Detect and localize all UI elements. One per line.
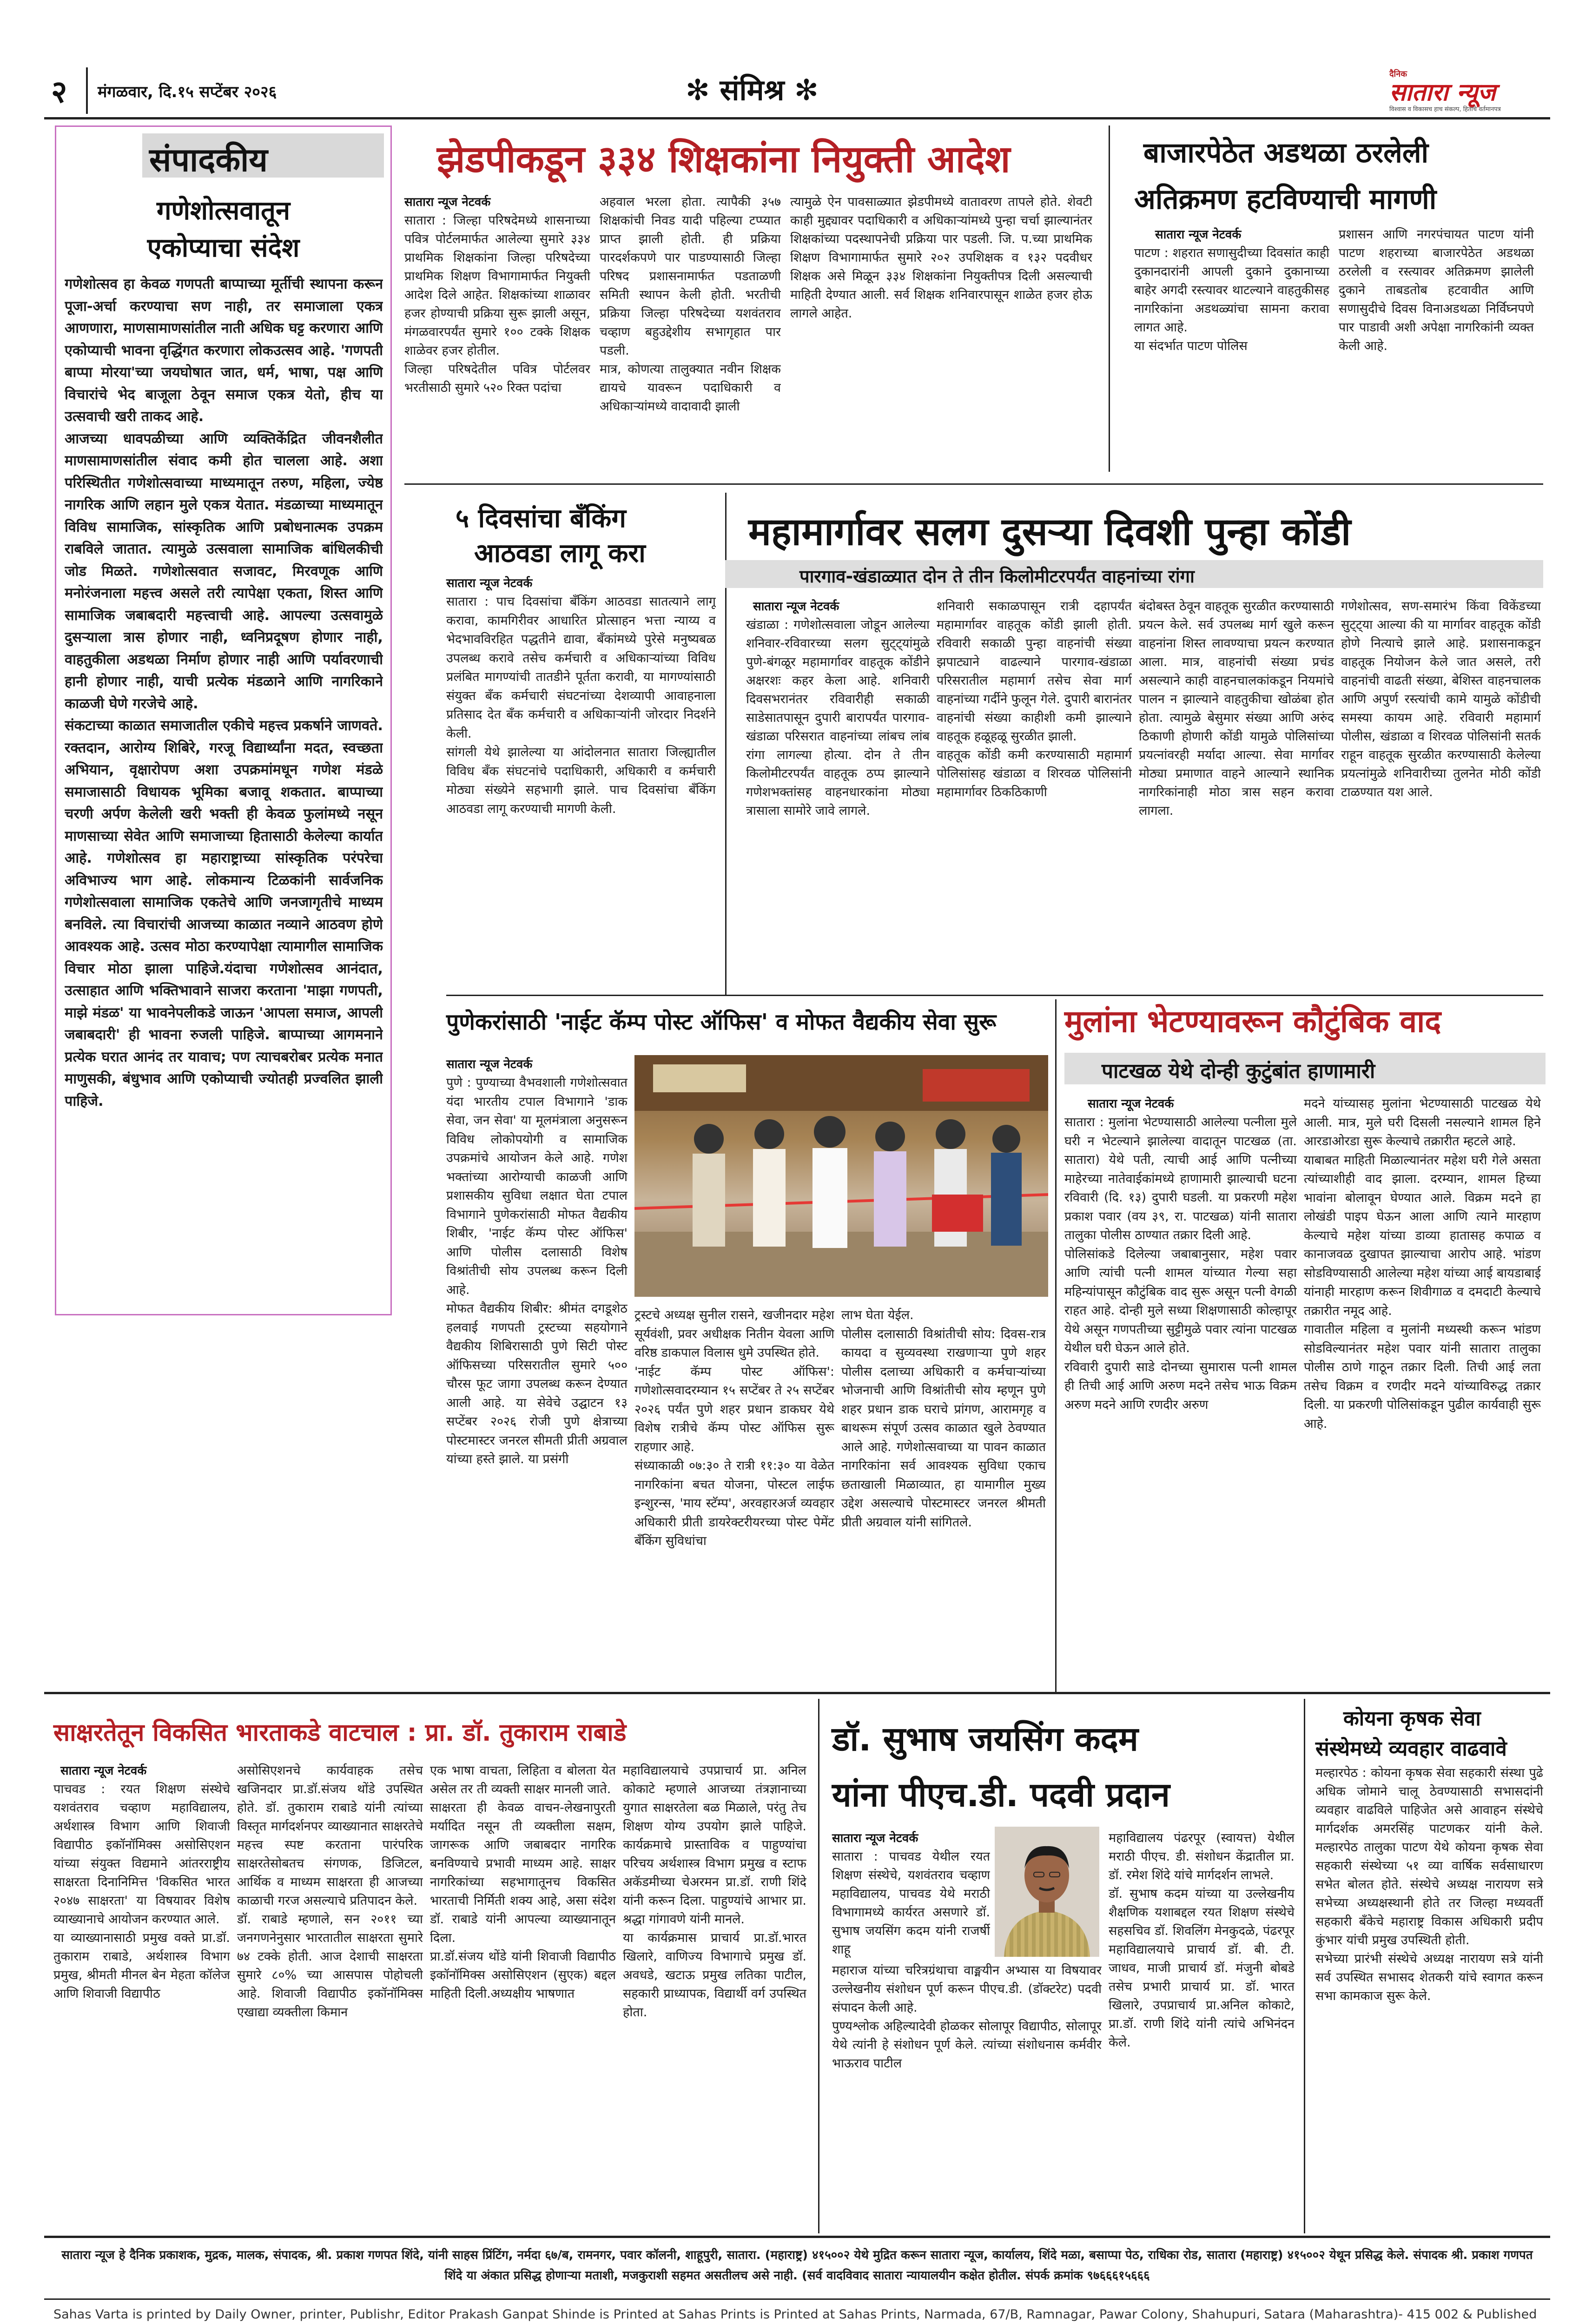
date-line: मंगळवार, दि.१५ सप्टेंबर २०२६ bbox=[98, 83, 277, 101]
divider-h1 bbox=[404, 483, 1543, 485]
story2-col1: पाटण : शहरात सणासुदीच्या दिवसांत काही दुकानदारांनी आपली दुकाने दुकानाच्या बाहेर अगदी रस्त्यावर थाटल्याने वाहतुकीसह नागरिकांना अडथळ्यांचा सामना करावा लागत आहे. या संदर्भात पाटण पोलिस bbox=[1134, 246, 1329, 353]
story8-col2: महाविद्यालय पंढरपूर (स्वायत्त) येथील मराठी पीएच. डी. संशोधन केंद्रातील प्रा. डॉ. रमेश शिंदे यांचे मार्गदर्शन लाभले. डॉ. सुभाष कदम यांच्या या उल्लेखनीय शैक्षणिक यशाबद्दल रयत शिक्षण संस्थेचे सहसचिव डॉ. शिवलिंग मेनकुदळे, पंढरपूर महाविद्यालयाचे प्राचार्य डॉ. बी. टी. जाधव, माजी प्राचार्य डॉ. मंजुनी बोबडे तसेच प्रभारी प्राचार्य प्रा. डॉ. भारत खिलारे, उपप्राचार्य प्रा.अनिल कोकाटे, प्रा.डॉ. राणी शिंदे यांनी त्यांचे अभिनंदन केले. bbox=[1109, 1831, 1295, 2050]
story3-byline: सातारा न्यूज नेटवर्क bbox=[446, 576, 533, 590]
page-number: २ bbox=[51, 73, 67, 110]
story2-col2: प्रशासन आणि नगरपंचायत पाटण यांनी पाटण शहराच्या बाजारपेठेत अडथळा ठरलेली व रस्त्यावर अतिक्रमण झालेली दुकाने ताबडतोब हटवावीत आणि सणासुदीचे दिवस विनाअडथळा निर्विघ्नपणे पार पाडावी अशी अपेक्षा नागरिकांनी व्यक्त केली आहे. bbox=[1339, 227, 1534, 353]
story6-subhead: पाटखळ येथे दोन्ही कुटुंबांत हाणामारी bbox=[1102, 1059, 1375, 1083]
story8-col1b: महाराज यांच्या चरित्रग्रंथाचा वाङ्मयीन अभ्यास या विषयावर उल्लेखनीय संशोधन पूर्ण करून पीएच.डी. (डॉक्टरेट) पदवी संपादन केली आहे. पुण्यश्लोक अहिल्यादेवी होळकर सोलापूर विद्यापीठ, सोलापूर येथे त्यांनी हे संशोधन पूर्ण केले. त्यांच्या संशोधनास कर्मवीर भाऊराव पाटील bbox=[832, 1963, 1102, 2071]
story2-byline: सातारा न्यूज नेटवर्क bbox=[1155, 228, 1242, 242]
story5-col3: लाभ घेता येईल. पोलीस दलासाठी विश्रांतीची सोय: दिवस-रात्र कायदा व सुव्यवस्था राखणाऱ्या पुणे शहर पोलीस दलाच्या अधिकारी व कर्मचाऱ्यांच्या भोजनाची आणि विश्रांतीची सोय म्हणून पुणे शहर प्रधान डाक घराचे प्रांगण, आरामगृह व बाथरूम संपूर्ण उत्सव काळात खुले ठेवण्यात आले आहे. गणेशोत्सवाच्या या पावन काळात नागरिकांना सर्व आवश्यक सुविधा एकाच छताखाली मिळाव्यात, हा यामागील मुख्य उद्देश असल्याचे पोस्टमास्टर जनरल श्रीमती प्रीती अग्रवाल यांनी सांगितले. bbox=[841, 1308, 1046, 1530]
section-title: ✻ संमिश्र ✻ bbox=[686, 73, 819, 107]
story6-byline: सातारा न्यूज नेटवर्क bbox=[1088, 1097, 1174, 1111]
divider-h3 bbox=[44, 1692, 1550, 1694]
story8-headline-2: यांना पीएच.डी. पदवी प्रदान bbox=[832, 1775, 1170, 1814]
masthead bbox=[44, 67, 1550, 116]
story3-headline-2: आठवडा लागू करा bbox=[474, 538, 646, 568]
portrait-photo bbox=[995, 1827, 1099, 1957]
story6-col1: सातारा : मुलांना भेटण्यासाठी आलेल्या पत्नीला मुले घरी न भेटल्याने झालेल्या वादातून पाटखळ (ता. सातारा) येथे पती, त्याची आई आणि पत्नीच्या माहेरच्या नातेवाईकांमध्ये हाणामारी झाल्याची घटना रविवारी (दि. १३) दुपारी घडली. या प्रकरणी महेश प्रकाश पवार (वय ३९, रा. पाटखळ) यांनी सातारा तालुका पोलीस ठाण्यात तक्रार दिली आहे. पोलिसांकडे दिलेल्या जबाबानुसार, महेश पवार आणि त्यांची पत्नी शामल यांच्यात गेल्या सहा महिन्यांपासून कौटुंबिक वाद सुरू असून पत्नी वेगळी राहत आहे. दोन्ही मुले सध्या शिक्षणासाठी कोल्हापूर येथे असून गणपतीच्या सुट्टीमुळे पवार त्यांना पाटखळ येथील घरी घेऊन आले होते. रविवारी दुपारी साडे दोनच्या सुमारास पत्नी शामल ही तिची आई आणि अरुण मदने तसेच भाऊ विक्रम अरुण मदने आणि रणदीर अरुण bbox=[1064, 1115, 1297, 1412]
story4-subhead: पारगाव-खंडाळ्यात दोन ते तीन किलोमीटरपर्यंत वाहनांच्या रांगा bbox=[799, 566, 1195, 587]
story7-col3: एक भाषा वाचता, लिहिता व बोलता येत असेल तर ती व्यक्ती साक्षर मानली जाते. साक्षरता ही केवळ वाचन-लेखनापुरती मर्यादित नसून ती व्यक्तीला सक्षम, जागरूक आणि जबाबदार नागरिक बनविण्याचे प्रभावी माध्यम आहे. साक्षर नागरिकांच्या सहभागातूनच विकसित भारताची निर्मिती शक्य आहे, असा संदेश डॉ. राबाडे यांनी आपल्या व्याख्यानातून दिला. प्रा.डॉ.संजय थोंडे यांनी शिवाजी विद्यापीठ इकॉनॉमिक्स असोसिएशन (सुएक) बद्दल माहिती दिली.अध्यक्षीय भाषणात bbox=[430, 1763, 616, 2001]
divider-h2 bbox=[446, 995, 1543, 996]
story8-headline-1: डॉ. सुभाष जयसिंग कदम bbox=[832, 1719, 1138, 1758]
story1-col1: सातारा : जिल्हा परिषदेमध्ये शासनाच्या पवित्र पोर्टलमार्फत आलेल्या सुमारे ३३४ प्राथमिक शिक्षकांना जिल्हा परिषदेच्या प्राथमिक शिक्षण विभागामार्फत नियुक्ती आदेश दिले आहेत. शिक्षकांच्या शाळावर हजर होण्याची प्रक्रिया सुरू झाली असून, मंगळवारपर्यंत सुमारे १०० टक्के शिक्षक शाळेवर हजर होतील. जिल्हा परिषदेतील पवित्र पोर्टलवर भरतीसाठी सुमारे ५२० रिक्त पदांचा bbox=[404, 213, 590, 395]
story5-headline: पुणेकरांसाठी 'नाईट कॅम्प पोस्ट ऑफिस' व मोफत वैद्यकीय सेवा सुरू bbox=[446, 1009, 997, 1035]
story7-col2: असोसिएशनचे कार्यवाहक तसेच खजिनदार प्रा.डॉ.संजय थोंडे उपस्थित होते. डॉ. तुकाराम राबाडे यांनी त्यांच्या विस्तृत मार्गदर्शनपर व्याख्यानात साक्षरतेचे महत्त्व स्पष्ट करताना पारंपरिक साक्षरतेसोबतच संगणक, डिजिटल, आर्थिक व माध्यम साक्षरता ही आजच्या काळाची गरज असल्याचे प्रतिपादन केले. डॉ. राबाडे म्हणाले, सन २०११ च्या जनगणनेनुसार भारतातील साक्षरता सुमारे ७४ टक्के होती. आज देशाची साक्षरता सुमारे ८०% च्या आसपास पोहोचली आहे. शिवाजी विद्यापीठ इकॉनॉमिक्स एखाद्या व्यक्तीला किमान bbox=[237, 1763, 423, 2020]
editorial-body: गणेशोत्सव हा केवळ गणपती बाप्पाच्या मूर्तीची स्थापना करून पूजा-अर्चा करण्याचा सण नाही, तर समाजाला एकत्र आणणारा, माणसामाणसांतील नाती अधिक घट्ट करणारा आणि एकोप्याची भावना वृद्धिंगत करणारा लोकउत्सव आहे. 'गणपती बाप्पा मोरया'च्या जयघोषात जात, धर्म, भाषा, पक्ष आणि विचारांचे भेद बाजूला ठेवून समाज एकत्र येतो, हीच या उत्सवाची खरी ताकद आहे. आजच्या धावपळीच्या आणि व्यक्तिकेंद्रित जीवनशैलीत माणसामाणसांतील संवाद कमी होत चालला आहे. अशा परिस्थितीत गणेशोत्सवाच्या माध्यमातून तरुण, महिला, ज्येष्ठ नागरिक आणि लहान मुले एकत्र येतात. मंडळाच्या माध्यमातून विविध सामाजिक, सांस्कृतिक आणि प्रबोधनात्मक उपक्रम राबविले जातात. त्यामुळे उत्सवाला सामाजिक बांधिलकीची जोड मिळते. गणेशोत्सवात सजावट, मिरवणूक आणि मनोरंजनाला महत्त्व असले तरी त्यापेक्षा एकता, शिस्त आणि सामाजिक जबाबदारी महत्त्वाची आहे. आपल्या उत्सवामुळे दुसऱ्याला त्रास होणार नाही, ध्वनिप्रदूषण होणार नाही, वाहतुकीला अडथळा निर्माण होणार नाही आणि पर्यावरणाची हानी होणार नाही, याची प्रत्येक मंडळाने आणि नागरिकाने काळजी घेणे गरजेचे आहे. संकटाच्या काळात समाजातील एकीचे महत्त्व प्रकर्षाने जाणवते. रक्तदान, आरोग्य शिबिरे, गरजू विद्यार्थ्यांना मदत, स्वच्छता अभियान, वृक्षारोपण अशा उपक्रमांमधून गणेश मंडळे समाजासाठी विधायक भूमिका बजावू शकतात. बाप्पाच्या चरणी अर्पण केलेली खरी भक्ती ही केवळ फुलांमध्ये नसून माणसाच्या सेवेत आणि समाजाच्या हितासाठी केलेल्या कार्यात आहे. गणेशोत्सव हा महाराष्ट्राच्या सांस्कृतिक परंपरेचा अविभाज्य भाग आहे. लोकमान्य टिळकांनी सार्वजनिक गणेशोत्सवाला सामाजिक एकतेचे आणि जनजागृतीचे माध्यम बनविले. त्या विचारांची आजच्या काळात नव्याने आठवण होणे आवश्यक आहे. उत्सव मोठा करण्यापेक्षा त्यामागील सामाजिक विचार मोठा झाला पाहिजे.यंदाचा गणेशोत्सव आनंदात, उत्साहात आणि भक्तिभावाने साजरा करताना 'माझा गणपती, माझे मंडळ' या भावनेपलीकडे जाऊन 'आपला समाज, आपली जबाबदारी' ही भावना रुजली पाहिजे. बाप्पाच्या आगमनाने प्रत्येक घरात आनंद तर यावाच; पण त्याचबरोबर प्रत्येक मनात माणुसकी, बंधुभाव आणि एकोप्याची ज्योतही प्रज्वलित झाली पाहिजे. bbox=[65, 276, 383, 1109]
story8-col1a: सातारा : पाचवड येथील रयत शिक्षण संस्थेचे, यशवंतराव चव्हाण महाविद्यालय, पाचवड येथे मराठी विभागामध्ये कार्यरत असणारे डॉ. सुभाष जयसिंग कदम यांनी राजर्षी शाहू bbox=[832, 1849, 990, 1957]
story9-headline-2: संस्थेमध्ये व्यवहार वाढवावे bbox=[1315, 1737, 1507, 1761]
post-office-photo bbox=[634, 1055, 1048, 1297]
photo-illustration bbox=[634, 1055, 1048, 1297]
divider-h4 bbox=[44, 2236, 1550, 2238]
story4-col4: गणेशोत्सव, सण-समारंभ किंवा विकेंडच्या सुट्ट्या आल्या की या मार्गावर वाहतूक कोंडी होणे नित्याचे झाले आहे. प्रशासनाकडून वाहतूक नियोजन केले जात असले, तरी वाहनांची वाढती संख्या, बेशिस्त वाहनचालक आणि अपुर्ण रस्त्यांची कामे यामुळे कोंडीची समस्या कायम आहे. रविवारी महामार्ग पोलीस, खंडाळा व शिरवळ पोलिसांनी सतर्क राहून वाहतूक सुरळीत करण्यासाठी केलेल्या प्रयत्नांमुळे शनिवारीच्या तुलनेत मोठी कोंडी टाळण्यात यश आले. bbox=[1341, 599, 1541, 799]
paper-small: दैनिक bbox=[1389, 69, 1407, 79]
story9-body: मल्हारपेठ : कोयना कृषक सेवा सहकारी संस्था पुढे अधिक जोमाने चालू ठेवण्यासाठी सभासदांनी व्यवहार वाढविले पाहिजेत असे आवाहन संस्थेचे मार्गदर्शक अमरसिंह पाटणकर यांनी केले. मल्हारपेठ तालुका पाटण येथे कोयना कृषक सेवा सहकारी संस्थेच्या ५१ व्या वार्षिक सर्वसाधारण सभेत बोलत होते. संस्थेचे अध्यक्ष नारायण सत्रे सभेच्या अध्यक्षस्थानी होते तर जिल्हा मध्यवर्ती सहकारी बँकेचे महाराष्ट्र विकास अधिकारी प्रदीप कुंभार यांची प्रमुख उपस्थिती होती. सभेच्या प्रारंभी संस्थेचे अध्यक्ष नारायण सत्रे यांनी सर्व उपस्थित सभासद शेतकरी यांचे स्वागत करून सभा कामकाज सुरू केले. bbox=[1315, 1766, 1543, 2003]
story6-col2: मदने यांच्यासह मुलांना भेटण्यासाठी पाटखळ येथे आली. मात्र, मुले घरी दिसली नसल्याने शामल हिने आरडाओरडा सुरू केल्याचे तक्रारीत म्हटले आहे. याबाबत माहिती मिळाल्यानंतर महेश घरी गेले असता त्यांच्याशीही वाद झाला. दरम्यान, शामल हिच्या भावांना बोलावून घेण्यात आले. विक्रम मदने हा लोखंडी पाइप घेऊन आला आणि त्याने मारहाण केल्याचे महेश यांच्या डाव्या हातासह कपाळ व कानाजवळ दुखापत झाल्याचा आरोप आहे. भांडण सोडविण्यासाठी आलेल्या महेश यांच्या आई बायडाबाई यांनाही मारहाण करून शिवीगाळ व दमदाटी केल्याचे तक्रारीत नमूद आहे. गावातील महिला व मुलांनी मध्यस्थी करून भांडण सोडविल्यानंतर महेश पवार यांनी सातारा तालुका पोलीस ठाणे गाठून तक्रार दिली. तिची आई लता तसेच विक्रम व रणदीर मदने यांच्याविरुद्ध तक्रार दिली. या प्रकरणी पोलिसांकडून पुढील कार्यवाही सुरू आहे. bbox=[1304, 1096, 1541, 1431]
story1-col2: अहवाल भरला होता. त्यापैकी ३५७ शिक्षकांची निवड यादी पहिल्या टप्प्यात प्राप्त झाली होती. ही प्रक्रिया पारदर्शकपणे पार पाडण्यासाठी जिल्हा परिषद प्रशासनामार्फत पडताळणी समिती स्थापन केली होती. भरतीची प्रक्रिया जिल्हा परिषदेच्या यशवंतराव चव्हाण बहुउद्देशीय सभागृहात पार पडली. मात्र, कोणत्या तालुक्यात नवीन शिक्षक द्यायचे यावरून पदाधिकारी व अधिकाऱ्यांमध्ये वादावादी झाली bbox=[600, 195, 781, 414]
story4-col3: बंदोबस्त ठेवून वाहतूक सुरळीत करण्यासाठी प्रयत्न केले. सर्व उपलब्ध मार्ग खुले करून वाहनांना शिस्त लावण्याचा प्रयत्न करण्यात आला. मात्र, वाहनांची संख्या प्रचंड असल्याने काही वाहनचालकांकडून नियमांचे पालन न झाल्याने वाहतुकीचा खोळंबा होत होता. त्यामुळे बेसुमार संख्या आणि अरुंद ठिकाणी होणारी कोंडी यामुळे पोलिसांच्या प्रयत्नांवरही मर्यादा आल्या. सेवा मार्गावर मोठ्या प्रमाणात वाहने आल्याने स्थानिक नागरिकांनाही मोठा त्रास सहन करावा लागला. bbox=[1139, 599, 1334, 818]
editorial-title-1: गणेशोत्सवातून bbox=[156, 196, 291, 226]
story6-headline: मुलांना भेटण्यावरून कौटुंबिक वाद bbox=[1064, 1004, 1441, 1039]
footer-marathi: सातारा न्यूज हे दैनिक प्रकाशक, मुद्रक, मालक, संपादक, श्री. प्रकाश गणपत शिंदे, यांनी साहस प्रिंटिंग, नर्मदा ६७/ब, रामनगर, पवार कॉलनी, शाहूपुरी, सातारा. (महाराष्ट्र) ४१५००२ येथे मुद्रित करून सातारा न्यूज, कार्यालय, शिंदे मळा, बसाप्पा पेठ, राधिका रोड, सातारा (महाराष्ट्र) ४१५००२ येथून प्रसिद्ध केले. संपादक श्री. प्रकाश गणपत शिंदे या अंकात प्रसिद्ध होणाऱ्या मताशी, मजकुराशी सहमत असतीलच असे नाही. (सर्व वादविवाद सातारा न्यायालयीन कक्षेत होतील. संपर्क क्रमांक ९७६६६१५६६६ bbox=[61, 2248, 1533, 2283]
story4-col2: शनिवारी सकाळपासून रात्री दहापर्यंत महामार्गावर वाहतूक कोंडी झाली होती. रविवारी सकाळी पुन्हा वाहनांची संख्या झपाट्याने वाढल्याने पारगाव-खंडाळा परिसरातील महामार्ग तसेच सेवा मार्ग वाहनांच्या गर्दीने फुलून गेले. दुपारी बारानंतर वाहनांची संख्या काहीशी कमी झाल्याने वाहतूक हळूहळू सुरळीत झाली. वाहतूक कोंडी कमी करण्यासाठी महामार्ग पोलिसांसह खंडाळा व शिरवळ पोलिसांनी महामार्गावर ठिकठिकाणी bbox=[937, 599, 1132, 799]
divider-v5 bbox=[1304, 1699, 1305, 2233]
story7-byline: सातारा न्यूज नेटवर्क bbox=[60, 1764, 147, 1778]
paper-name: सातारा न्यूज bbox=[1389, 79, 1496, 106]
story5-byline: सातारा न्यूज नेटवर्क bbox=[446, 1057, 533, 1071]
editorial-title-2: एकोप्याचा संदेश bbox=[147, 233, 300, 263]
story4-col1: खंडाळा : गणेशोत्सवाला जोडून आलेल्या शनिवार-रविवारच्या सलग सुट्ट्यांमुळे पुणे-बंगळूर महामार्गावर वाहतूक कोंडीने अक्षरशः कहर केला आहे. शनिवारी दिवसभरानंतर रविवारीही सकाळी साडेसातपासून दुपारी बारापर्यंत पारगाव-खंडाळा परिसरात वाहनांच्या लांबच लांब रांगा लागल्या होत्या. दोन ते तीन किलोमीटरपर्यंत वाहतूक ठप्प झाल्याने गणेशभक्तांसह वाहनधारकांना मोठ्या त्रासाला सामोरे जावे लागले. bbox=[746, 618, 930, 818]
story1-col3: त्यामुळे ऐन पावसाळ्यात झेडपीमध्ये वातावरण तापले होते. शेवटी काही मुद्द्यावर पदाधिकारी व अधिकाऱ्यांमध्ये पुन्हा चर्चा झाल्यानंतर शिक्षकांच्या पदस्थापनेची प्रक्रिया पार पडली. जि. प.च्या प्राथमिक शिक्षण विभागामार्फत सुमारे २०२ उपशिक्षक व १३२ पदवीधर शिक्षक असे मिळून ३३४ शिक्षकांना नियुक्तीपत्र दिली असल्याची माहिती देण्यात आली. सर्व शिक्षक शनिवारपासून शाळेत हजर होऊ लागले आहेत. bbox=[790, 195, 1092, 321]
story7-col1: पाचवड : रयत शिक्षण संस्थेचे यशवंतराव चव्हाण महाविद्यालय, अर्थशास्त्र विभाग आणि शिवाजी विद्यापीठ इकॉनॉमिक्स असोसिएशन यांच्या संयुक्त विद्यमाने आंतरराष्ट्रीय साक्षरता दिनानिमित्त 'विकसित भारत २०४७ साक्षरता' या विषयावर विशेष व्याख्यानाचे आयोजन करण्यात आले. या व्याख्यानासाठी प्रमुख वक्ते प्रा.डॉ. तुकाराम राबाडे, अर्थशास्त्र विभाग प्रमुख, श्रीमती मीनल बेन मेहता कॉलेज आणि शिवाजी विद्यापीठ bbox=[53, 1782, 230, 2001]
story4-byline: सातारा न्यूज नेटवर्क bbox=[753, 600, 839, 614]
story7-col4: महाविद्यालयाचे उपप्राचार्य प्रा. अनिल कोकाटे म्हणाले आजच्या तंत्रज्ञानाच्या युगात साक्षरतेला बळ मिळाले, परंतु तेच शिक्षण योग्य उपयोग झाले पाहिजे. कार्यक्रमाचे प्रास्ताविक व पाहुण्यांचा परिचय अर्थशास्त्र विभाग प्रमुख व स्टाफ अकॅडमीच्या चेअरमन प्रा.डॉ. राणी शिंदे यांनी करून दिला. पाहुण्यांचे आभार प्रा. श्रद्धा गांगावणे यांनी मानले. या कार्यक्रमास प्राचार्य प्रा.डॉ.भारत खिलारे, वाणिज्य विभागाचे प्रमुख डॉ. अवधडे, खटाऊ प्रमुख लतिका पाटील, सहकारी प्राध्यापक, विद्यार्थी वर्ग उपस्थित होता. bbox=[623, 1763, 806, 2020]
story7-headline: साक्षरतेतून विकसित भारताकडे वाटचाल : प्रा. डॉ. तुकाराम राबाडे bbox=[53, 1719, 627, 1747]
story2-headline-1: बाजारपेठेत अडथळा ठरलेली bbox=[1143, 137, 1429, 169]
story2-headline-2: अतिक्रमण हटविण्याची मागणी bbox=[1134, 183, 1437, 216]
story9-headline-1: कोयना कृषक सेवा bbox=[1343, 1707, 1481, 1730]
divider-v4 bbox=[818, 1699, 819, 2233]
masthead-rule bbox=[44, 117, 1550, 119]
portrait-illustration bbox=[995, 1827, 1099, 1957]
divider-v3 bbox=[1055, 999, 1057, 1692]
story1-byline: सातारा न्यूज नेटवर्क bbox=[404, 195, 491, 209]
story8-byline: सातारा न्यूज नेटवर्क bbox=[832, 1831, 918, 1845]
story4-headline: महामार्गावर सलग दुसऱ्या दिवशी पुन्हा कोंडी bbox=[748, 510, 1351, 554]
story3-body: सातारा : पाच दिवसांचा बँकिंग आठवडा सातत्याने लागू करावा, कामगिरीवर आधारित प्रोत्साहन भत्ता न्याय्य व भेदभावविरहित पद्धतीने द्यावा, बँकांमध्ये पुरेसे मनुष्यबळ उपलब्ध करावे तसेच कर्मचारी व अधिकाऱ्यांच्या विविध प्रलंबित मागण्यांची तातडीने पूर्तता करावी, या मागण्यांसाठी संयुक्त बँक कर्मचारी संघटनांच्या देशव्यापी आवाहनाला प्रतिसाद देत बँक कर्मचारी व अधिकाऱ्यांनी जोरदार निदर्शने केली. सांगली येथे झालेल्या या आंदोलनात सातारा जिल्ह्यातील विविध बँक संघटनांचे पदाधिकारी, अधिकारी व कर्मचारी मोठ्या संख्येने सहभागी झाले. पाच दिवसांचा बँकिंग आठवडा लागू करण्याची मागणी केली. bbox=[446, 594, 716, 816]
divider-v1 bbox=[1109, 125, 1110, 472]
story5-col1: पुणे : पुण्याच्या वैभवशाली गणेशोत्सवात यंदा भारतीय टपाल विभागाने 'डाक सेवा, जन सेवा' या मूलमंत्राला अनुसरून विविध लोकोपयोगी व सामाजिक उपक्रमांचे आयोजन केले आहे. गणेश भक्तांच्या आरोग्याची काळजी आणि प्रशासकीय सुविधा लक्षात घेता टपाल विभागाने पुणेकरांसाठी मोफत वैद्यकीय शिबीर, 'नाईट कॅम्प पोस्ट ऑफिस' आणि पोलीस दलासाठी विशेष विश्रांतीची सोय उपलब्ध करून दिली आहे. मोफत वैद्यकीय शिबीर: श्रीमंत दगडूशेठ हलवाई गणपती ट्रस्टच्या सहयोगाने वैद्यकीय शिबिरासाठी पुणे सिटी पोस्ट ऑफिसच्या परिसरातील सुमारे ५०० चौरस फूट जागा उपलब्ध करून देण्यात आली आहे. या सेवेचे उद्घाटन १३ सप्टेंबर २०२६ रोजी पुणे क्षेत्राच्या पोस्टमास्टर जनरल सीमती प्रीती अग्रवाल यांच्या हस्ते झाले. या प्रसंगी bbox=[446, 1076, 628, 1466]
editorial-box bbox=[55, 125, 392, 1315]
paper-tagline: विश्वास व विकासच हाच संकल्प, हिताचे वर्तमानपत्र bbox=[1389, 106, 1501, 113]
story5-col2: ट्रस्टचे अध्यक्ष सुनील रासने, खजीनदार महेश सूर्यवंशी, प्रवर अधीक्षक नितीन येवला आणि वरिष्ठ डाकपाल विलास धुमे उपस्थित होते. 'नाईट कॅम्प पोस्ट ऑफिस': गणेशोत्सवादरम्यान १५ सप्टेंबर ते २५ सप्टेंबर २०२६ पर्यंत पुणे शहर प्रधान डाकघर येथे विशेष रात्रीचे कॅम्प पोस्ट ऑफिस सुरू राहणार आहे. संध्याकाळी ०७:३० ते रात्री ११:३० या वेळेत नागरिकांना बचत योजना, पोस्टल लाईफ इन्शुरन्स, 'माय स्टॅम्प', अरवहारअर्ज व्यवहार अधिकारी प्रीती डायरेक्टरीयरच्या पोस्ट पेमेंट बँकिंग सुविधांचा bbox=[634, 1308, 834, 1548]
story3-headline-1: ५ दिवसांचा बँकिंग bbox=[456, 503, 626, 534]
divider-h5 bbox=[44, 2298, 1550, 2300]
paper-logo bbox=[1387, 67, 1550, 114]
masthead-divider bbox=[86, 67, 88, 114]
story1-headline: झेडपीकडून ३३४ शिक्षकांना नियुक्ती आदेश bbox=[437, 138, 1011, 181]
footer-english: Sahas Varta is printed by Daily Owner, printer, Publishr, Editor Prakash Ganpat Shinde is Printed at Sahas Prints is Printed at Sahas Prints, Narmada, 67/B, Ramnagar, Pawar Colony, Shahupuri, Satara (Maharashtra)- 415 002 & Published bbox=[53, 2307, 1537, 2322]
editorial-label: संपादकीय bbox=[149, 141, 268, 179]
